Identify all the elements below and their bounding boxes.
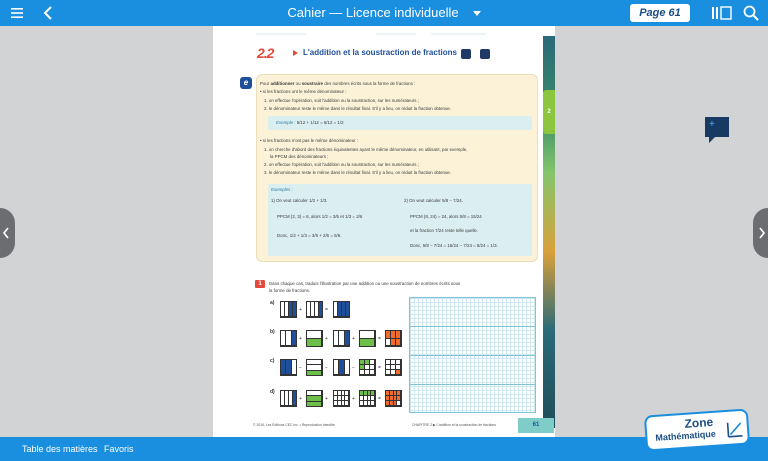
ex2-line3: Donc, 5/8 − 7/24 = 15/24 − 7/24 = 8/24 = 1/3. [410, 243, 498, 248]
svg-text:+: + [709, 119, 715, 130]
ex2-line2: et la fraction 7/24 reste telle quelle. [410, 228, 479, 233]
theory-intro [260, 81, 415, 87]
intro-add: additionner [270, 81, 295, 86]
fraction-illustration [359, 359, 376, 376]
two-page-view-icon[interactable] [711, 6, 733, 20]
bookmark-sticker-icon[interactable] [703, 115, 733, 145]
example1-math: 5/12 + 1/12 = 6/12 = 1/2 [296, 120, 344, 125]
grid-divider [409, 355, 536, 356]
fraction-illustration [306, 301, 323, 318]
fraction-illustration [333, 301, 350, 318]
printed-page-number: 61 [518, 418, 554, 433]
fraction-illustration [333, 390, 350, 407]
equals-sign: = [378, 365, 381, 371]
ex1-title: 1) On veut calculer 1/2 + 1/3. [271, 198, 328, 203]
previous-page-button[interactable] [0, 208, 15, 258]
case2-heading: • si les fractions n'ont pas le même dénominateur : [260, 138, 359, 143]
grid-divider [409, 384, 536, 385]
exercise-instruction-1: Dans chaque cas, traduis l'illustration par une addition ou une soustraction de nombres écrits sous [269, 281, 461, 286]
fraction-illustration [359, 330, 376, 347]
equals-sign: = [325, 307, 328, 313]
chevron-left-icon [2, 227, 10, 239]
top-toolbar [0, 0, 768, 26]
plus-sign: + [325, 336, 328, 342]
case1-step2: 2. le dénominateur reste le même dans le résultat final. S'il y a lieu, on réduit la fraction obtenue. [264, 106, 452, 111]
ex1-line1: PPCM (2, 3) = 6, alors 1/2 = 3/6 et 1/3 = 2/6 [277, 214, 363, 219]
zone-label-2: Mathématique [655, 428, 717, 443]
fraction-illustration [280, 330, 297, 347]
fraction-illustration [385, 390, 402, 407]
fraction-illustration [306, 330, 323, 347]
row-label-c: c) [270, 358, 275, 364]
axes-icon [724, 419, 745, 440]
favorites-link[interactable]: Favoris [104, 444, 134, 454]
grid-divider [409, 326, 536, 327]
video-resource-icon[interactable] [480, 49, 490, 59]
fraction-illustration [306, 390, 323, 407]
section-title: L'addition et la soustraction de fractions [303, 48, 457, 57]
next-page-button[interactable] [753, 208, 768, 258]
fraction-illustration [333, 359, 350, 376]
table-of-contents-link[interactable]: Table des matières [22, 444, 98, 454]
page-footer-copyright: © 2016, Les Éditions CEC inc. • Reproduction interdite [253, 423, 335, 427]
ex1-line2: Donc, 1/2 + 1/3 = 3/6 + 2/6 = 5/6. [277, 233, 342, 238]
chapter-side-tab: 2 [543, 90, 555, 134]
exercise-instruction-2: la forme de fractions. [269, 288, 310, 293]
plus-sign: + [299, 307, 302, 313]
section-number: 2.2 [257, 45, 274, 61]
case2-step3: 3. le dénominateur reste le même dans le résultat final. S'il y a lieu, on réduit la fraction obtenue. [264, 170, 452, 175]
case2-step2: 2. on effectue l'opération, soit l'addition ou la soustraction, sur les numérateurs ; [264, 162, 419, 167]
row-label-d: d) [270, 389, 275, 395]
search-icon[interactable] [743, 5, 759, 21]
minus-sign: − [299, 365, 302, 371]
row-label-b: b) [270, 329, 275, 335]
zone-label-1: Zone [684, 414, 714, 431]
plus-sign: + [299, 396, 302, 402]
fraction-illustration [280, 390, 297, 407]
fraction-illustration [306, 359, 323, 376]
fraction-illustration [280, 359, 297, 376]
zone-mathematique-button[interactable] [644, 408, 750, 451]
chevron-right-icon [758, 227, 766, 239]
intro-post: des nombres écrits sous la forme de fractions : [322, 81, 416, 86]
example1 [276, 120, 344, 126]
equals-sign: = [378, 336, 381, 342]
example1-label: Exemple : [276, 120, 296, 125]
ex2-title: 2) On veut calculer 5/8 − 7/24. [404, 198, 463, 203]
plus-sign: + [352, 336, 355, 342]
fraction-illustration [385, 330, 402, 347]
plus-sign: + [325, 396, 328, 402]
plus-sign: + [352, 396, 355, 402]
plus-sign: + [299, 336, 302, 342]
case1-step1: 1. on effectue l'opération, soit l'addition ou la soustraction, sur les numérateurs ; [264, 98, 419, 103]
fraction-illustration [333, 330, 350, 347]
section-arrow-icon [293, 50, 298, 56]
exercise-number: 1 [255, 280, 265, 288]
intro-pre: Pour [260, 81, 271, 86]
fraction-illustration [359, 390, 376, 407]
fraction-illustration [385, 359, 402, 376]
fraction-illustration [280, 301, 297, 318]
book-resource-icon[interactable] [461, 49, 471, 59]
chevron-down-icon [473, 11, 481, 16]
document-title: Cahier — Licence individuelle [287, 5, 459, 20]
intro-sub: soustraire [301, 81, 323, 86]
examples-label: Exemples : [271, 187, 293, 192]
e-resource-icon[interactable]: e [240, 77, 252, 89]
case1-heading: • si les fractions ont le même dénominateur : [260, 89, 347, 94]
page-number-field[interactable]: Page 61 [630, 4, 690, 22]
case2-step1a: 1. on cherche d'abord des fractions équivalentes ayant le même dénominateur, en utilisant, par exemple, [264, 147, 468, 152]
minus-sign: − [325, 365, 328, 371]
page-top-line [256, 30, 486, 37]
ex2-line1: PPCM (8, 24) = 24, alors 5/8 = 15/24 [410, 214, 482, 219]
intro-mid: ou [294, 81, 302, 86]
page-footer-chapter: CHAPITRE 2 ▶ L'addition et la soustraction de fractions [412, 423, 496, 427]
case2-step1b: la PPCM des dénominateurs ; [270, 154, 329, 159]
row-label-a: a) [270, 300, 275, 306]
minus-sign: − [352, 365, 355, 371]
equals-sign: = [378, 396, 381, 402]
